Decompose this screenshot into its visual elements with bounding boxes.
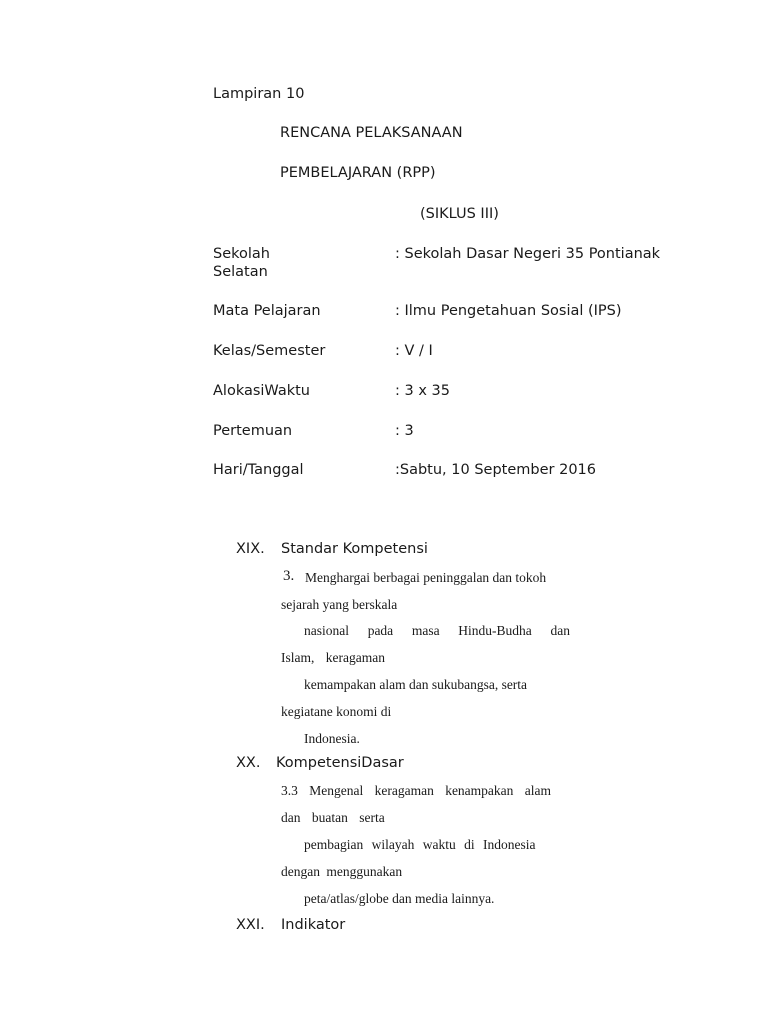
sk-word: nasional — [304, 623, 349, 638]
sk-text-line: kemampakan alam dan sukubangsa, serta — [304, 677, 528, 692]
identity-value-date: :Sabtu, 10 September 2016 — [395, 462, 596, 478]
identity-value-class: : V / I — [395, 343, 433, 359]
identity-label-time: AlokasiWaktu — [213, 383, 310, 399]
kd-text-line: pembagian wilayah waktu di Indonesia — [304, 837, 536, 852]
kd-text-line: 3.3 Mengenal keragaman kenampakan alam — [281, 783, 552, 798]
section-title-indicator: Indikator — [281, 917, 346, 933]
section-number-sk: XIX. — [236, 541, 265, 557]
document-title-line2: PEMBELAJARAN (RPP) — [280, 165, 436, 181]
section-number-kd: XX. — [236, 755, 261, 771]
identity-label-school: Sekolah — [213, 246, 270, 262]
sk-word: pada — [367, 623, 394, 638]
cycle-label: (SIKLUS III) — [420, 206, 499, 222]
sk-text-line: Indonesia. — [304, 731, 360, 746]
sk-item-number: 3. — [283, 568, 295, 584]
kd-text-line: dan buatan serta — [281, 810, 385, 825]
identity-label-class: Kelas/Semester — [213, 343, 326, 359]
identity-label-date: Hari/Tanggal — [213, 462, 304, 478]
sk-text-line: Islam, keragaman — [281, 650, 385, 665]
kd-text-line: peta/atlas/globe dan media lainnya. — [304, 891, 495, 906]
sk-word: masa — [411, 623, 440, 638]
sk-text-line: kegiatane konomi di — [281, 704, 392, 719]
identity-label-subject: Mata Pelajaran — [213, 303, 321, 319]
identity-value-meeting: : 3 — [395, 423, 414, 439]
sk-text-line: Menghargai berbagai peninggalan dan tokoh — [305, 570, 547, 585]
section-title-sk: Standar Kompetensi — [281, 541, 428, 557]
section-title-kd: KompetensiDasar — [276, 755, 404, 771]
sk-word: dan — [550, 623, 570, 638]
identity-value-subject: : Ilmu Pengetahuan Sosial (IPS) — [395, 303, 622, 319]
document-title-line1: RENCANA PELAKSANAAN — [280, 125, 463, 141]
sk-text-line: sejarah yang berskala — [281, 597, 398, 612]
sk-text-line — [304, 623, 570, 639]
kd-text-line: dengan menggunakan — [281, 864, 403, 879]
identity-label-meeting: Pertemuan — [213, 423, 293, 439]
identity-value-time: : 3 x 35 — [395, 383, 450, 399]
section-number-indicator: XXI. — [236, 917, 265, 933]
attachment-label: Lampiran 10 — [213, 86, 305, 102]
sk-word: Hindu-Budha — [458, 623, 532, 638]
identity-label-school-cont: Selatan — [213, 264, 268, 280]
identity-value-school: : Sekolah Dasar Negeri 35 Pontianak — [395, 246, 661, 262]
